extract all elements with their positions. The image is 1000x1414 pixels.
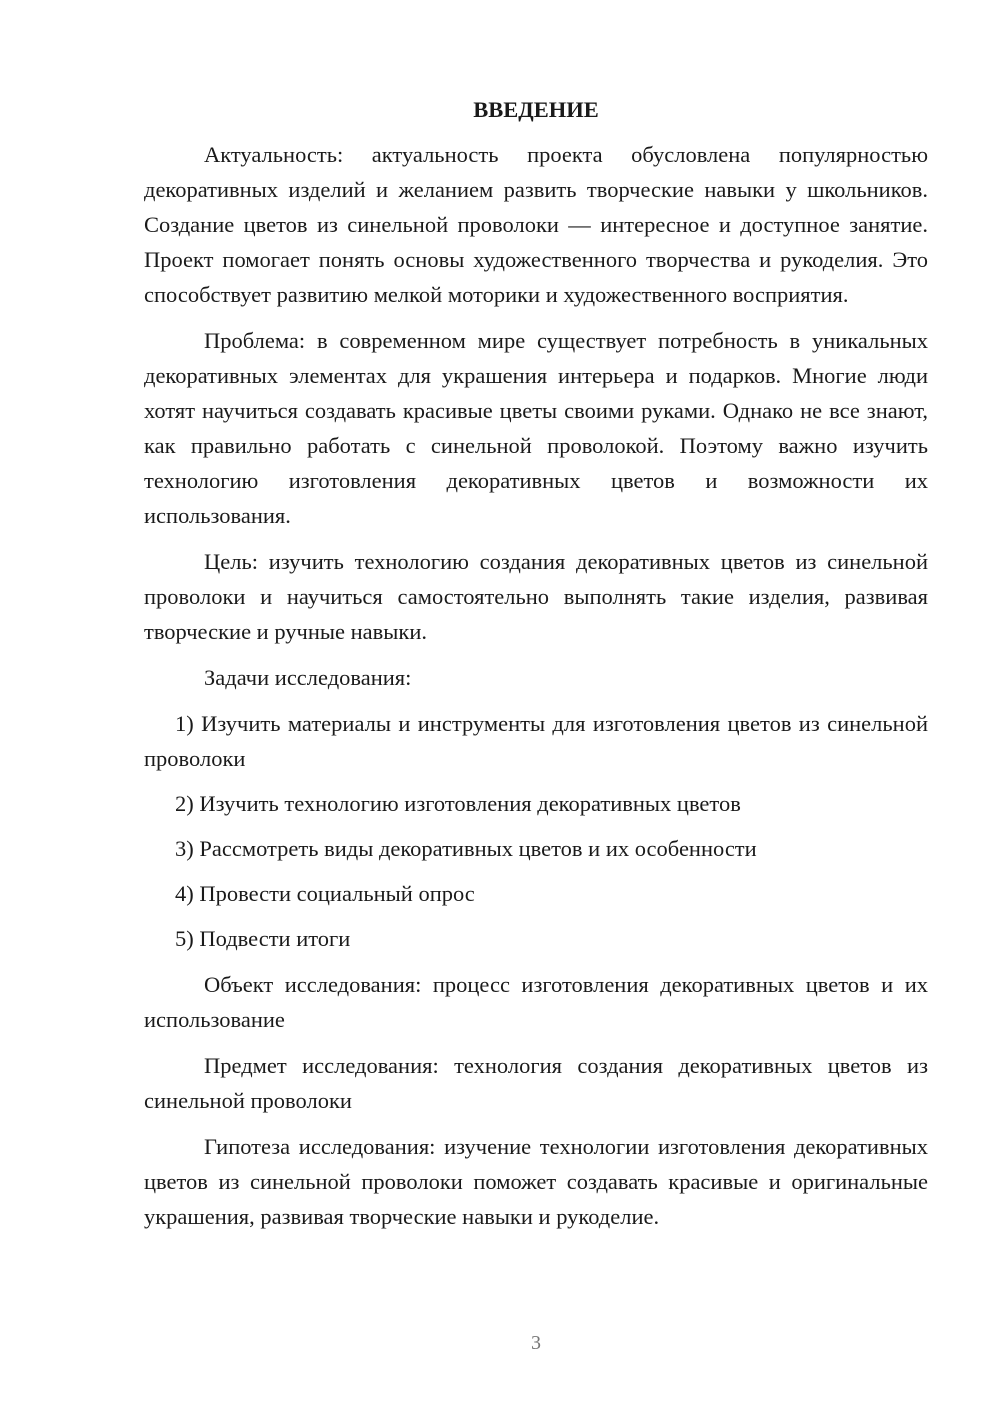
object-paragraph: Объект исследования: процесс изготовления декоративных цветов и их использование (144, 972, 928, 1032)
task-item: 5) Подвести итоги (175, 926, 351, 951)
subject-paragraph: Предмет исследования: технология создания декоративных цветов из синельной проволоки (144, 1053, 928, 1113)
task-list (144, 706, 928, 956)
hypothesis-paragraph: Гипотеза исследования: изучение технологии изготовления декоративных цветов из синельной проволоки поможет создавать красивые и оригинальные украшения, развивая творческие навыки и рукоделие. (144, 1134, 928, 1229)
problem-paragraph: Проблема: в современном мире существует потребность в уникальных декоративных элементах для украшения интерьера и подарков. Многие люди хотят научиться создавать красивые цветы своими руками. Однако не все знают, как правильно работать с синельной проволокой. Поэтому важно изучить технологию изготовления декоративных цветов и возможности их использования. (144, 328, 928, 528)
task-item: 1) Изучить материалы и инструменты для изготовления цветов из синельной проволоки (144, 711, 928, 771)
relevance-paragraph: Актуальность: актуальность проекта обусловлена популярностью декоративных изделий и желанием развить творческие навыки у школьников. Создание цветов из синельной проволоки — интересное и доступное занятие. Проект помогает понять основы художественного творчества и рукоделия. Это способствует развитию мелкой моторики и художественного восприятия. (144, 142, 928, 307)
page-number: 3 (531, 1332, 541, 1354)
page-title: ВВЕДЕНИЕ (473, 97, 599, 122)
task-item: 4) Провести социальный опрос (175, 881, 475, 906)
goal-paragraph: Цель: изучить технологию создания декоративных цветов из синельной проволоки и научиться самостоятельно выполнять такие изделия, развивая творческие и ручные навыки. (144, 549, 928, 644)
task-item: 3) Рассмотреть виды декоративных цветов и их особенности (175, 836, 757, 861)
task-item: 2) Изучить технологию изготовления декоративных цветов (175, 791, 741, 816)
tasks-heading: Задачи исследования: (204, 665, 412, 690)
page-content (144, 92, 928, 1245)
